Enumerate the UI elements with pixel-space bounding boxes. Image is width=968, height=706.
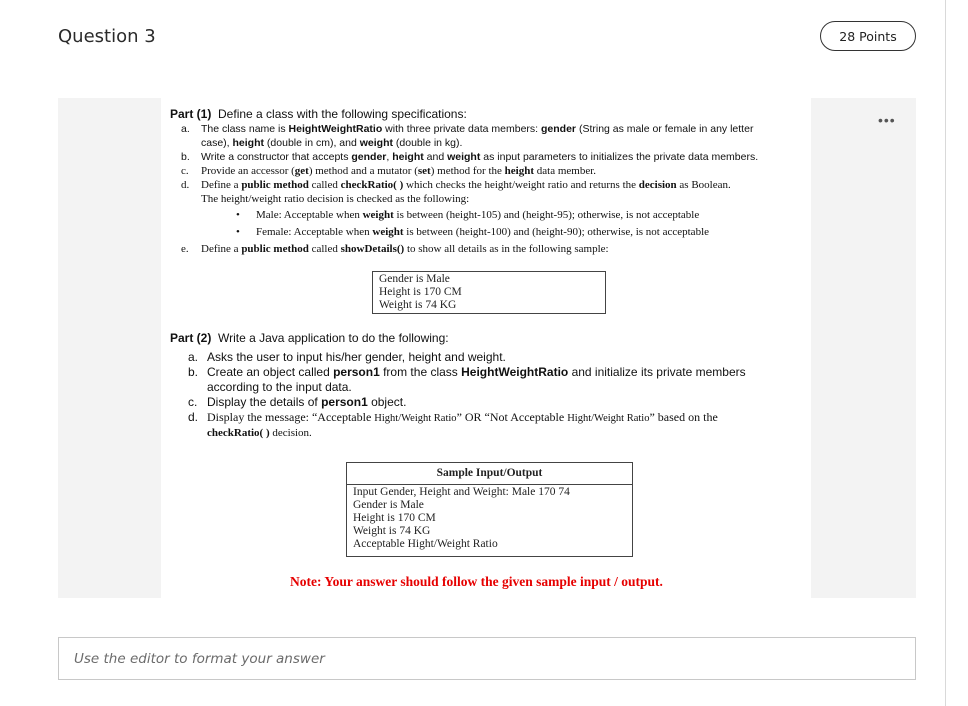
bullet-icon: •: [236, 226, 240, 238]
part2-item-a: a. Asks the user to input his/her gender, height and weight.: [188, 350, 506, 364]
page-divider: [945, 0, 946, 706]
part2-section: Part (2) Write a Java application to do the following: a. Asks the user to input his/her gender, height and weight. b. Create an object called person1 from the class HeightWeightRatio and initialize its private members according to the input data. c. Display the details of person1 object. d. Display the message: “Acceptable Hight/Weight Ratio” OR “Not Acceptable Hight/Weight Ratio” based on the checkRatio( ) decision.: [170, 330, 810, 440]
editor-placeholder: Use the editor to format your answer: [74, 650, 325, 667]
part1-bullet-female: • Female: Acceptable when weight is between (height-100) and (height-90); otherwise, is not acceptable: [236, 226, 710, 238]
part1-item-e: e. Define a public method called showDetails() to show all details as in the following sample:: [181, 243, 609, 255]
part1-heading: Part (1) Define a class with the following specifications:: [170, 107, 467, 121]
sample-io-box: Sample Input/Output Input Gender, Height and Weight: Male 170 74 Gender is Male Height is 170 CM Weight is 74 KG Acceptable Hight/Weight Ratio: [346, 462, 633, 557]
more-horizontal-icon[interactable]: •••: [878, 112, 896, 128]
answer-editor[interactable]: [58, 637, 916, 680]
part1-section: Part (1) Define a class with the following specifications: a. The class name is HeightWeightRatio with three private data members: gender (String as male or female in any letter case), height (double in cm), and weight (double in kg). b. Write a constructor that accepts gender, height and weight as input parameters to initializes the private data members. c. Provide an accessor (get) method and a mutator (set) method for the height data member. d. Define a public method called checkRatio( ) which checks the height/weight ratio and returns the decision as Boolean. The height/weight ratio decision is checked as the following: • Male: Acceptable when weight is between (height-105) and (height-95); otherwise, is not acceptable • Female: Acceptable when weight is between (height-100) and (height-90); otherwise, is not acceptable e. Define a public method called showDetails() to show all details as in the following sample:: [170, 106, 810, 256]
bullet-icon: •: [236, 209, 240, 221]
sample-output-box: Gender is Male Height is 170 CM Weight is 74 KG: [372, 271, 606, 314]
points-badge: 28 Points: [820, 21, 916, 51]
question-title: Question 3: [58, 26, 156, 47]
part2-item-b: b. Create an object called person1 from the class HeightWeightRatio and initialize its private members: [188, 365, 746, 379]
part1-item-a: The class name is HeightWeightRatio with three private data members: gender (String as male or female in any letter: [201, 123, 754, 135]
part2-item-c: c. Display the details of person1 object.: [188, 395, 407, 409]
part2-heading: Part (2) Write a Java application to do the following:: [170, 331, 449, 345]
part2-item-d: d. Display the message: “Acceptable Hight/Weight Ratio” OR “Not Acceptable Hight/Weight Ratio” based on the: [188, 410, 718, 424]
part1-item-d: d. Define a public method called checkRatio( ) which checks the height/weight ratio and returns the decision as Boolean.: [181, 179, 731, 191]
part1-item-b: b. Write a constructor that accepts gender, height and weight as input parameters to initializes the private data members.: [181, 151, 759, 163]
sample-io-header: Sample Input/Output: [347, 463, 632, 485]
part1-item-c: c. Provide an accessor (get) method and a mutator (set) method for the height data member.: [181, 165, 597, 177]
part1-bullet-male: • Male: Acceptable when weight is between (height-105) and (height-95); otherwise, is not acceptable: [236, 209, 700, 221]
note-text: Note: Your answer should follow the given sample input / output.: [290, 574, 663, 589]
